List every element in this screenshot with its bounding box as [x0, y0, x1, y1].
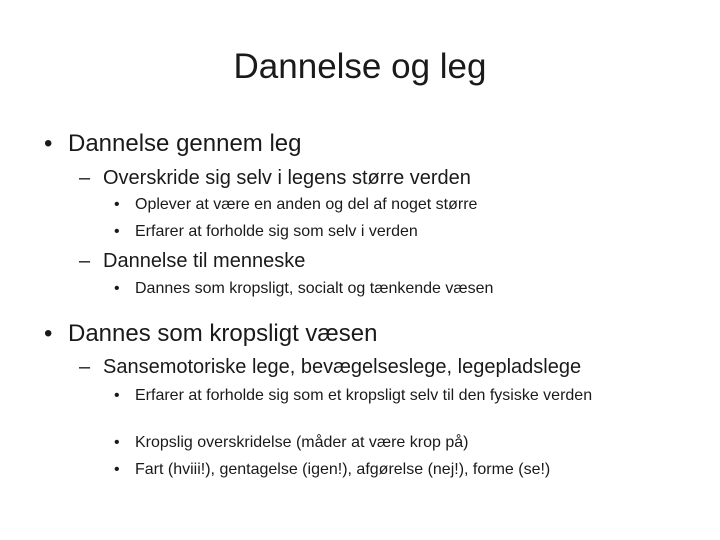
dash-marker: –	[79, 167, 91, 189]
sub-sub-bullet-text: Oplever at være en anden og del af noget større	[135, 196, 478, 213]
bullet-marker: •	[114, 461, 120, 478]
slide-title: Dannelse og leg	[233, 47, 487, 86]
bullet-marker: •	[114, 280, 120, 297]
dash-marker: –	[79, 250, 91, 272]
bullet-text: Dannes som kropsligt væsen	[68, 320, 378, 347]
bullet-text: Dannelse gennem leg	[68, 130, 302, 157]
bullet-marker: •	[114, 223, 120, 240]
sub-sub-bullet-text: Kropslig overskridelse (måder at være krop på)	[135, 434, 469, 451]
sub-bullet-text: Overskride sig selv i legens større verden	[103, 167, 471, 189]
sub-bullet-text: Sansemotoriske lege, bevægelseslege, legepladslege	[103, 356, 582, 378]
bullet-marker: •	[44, 130, 53, 157]
sub-sub-bullet-text: Erfarer at forholde sig som et kropsligt selv til den fysiske verden	[135, 387, 593, 404]
sub-bullet-text: Dannelse til menneske	[103, 250, 306, 272]
dash-marker: –	[79, 356, 91, 378]
bullet-marker: •	[114, 387, 120, 404]
sub-sub-bullet-text: Fart (hviii!), gentagelse (igen!), afgørelse (nej!), forme (se!)	[135, 461, 551, 478]
sub-sub-bullet-text: Erfarer at forholde sig som selv i verden	[135, 223, 418, 240]
bullet-marker: •	[44, 320, 53, 347]
bullet-marker: •	[114, 196, 120, 213]
sub-sub-bullet-text: Dannes som kropsligt, socialt og tænkende væsen	[135, 280, 494, 297]
bullet-marker: •	[114, 434, 120, 451]
